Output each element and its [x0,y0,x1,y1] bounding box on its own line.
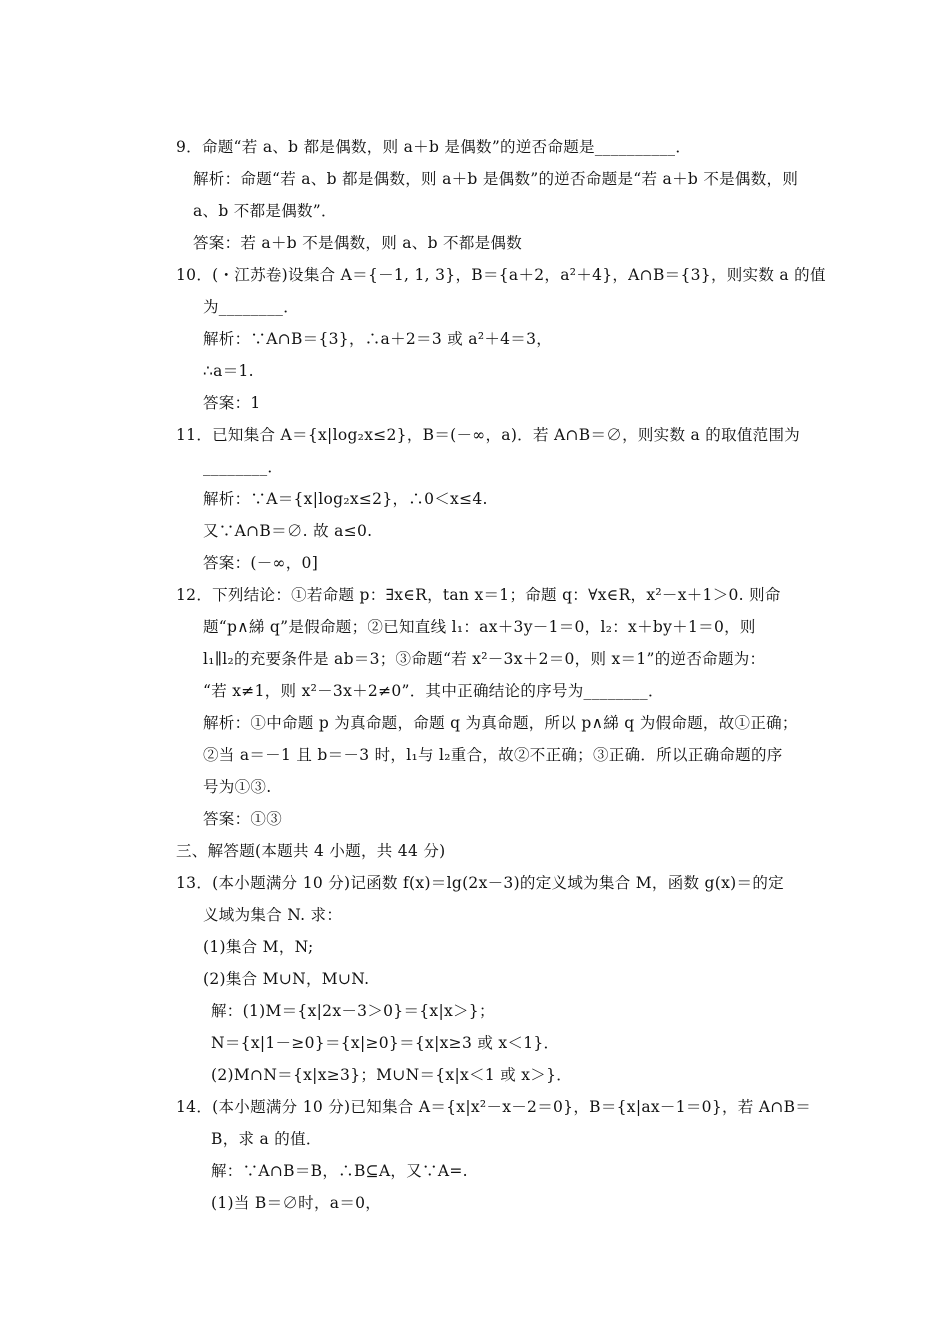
q10-analysis-line-2: ∴a＝1. [203,362,254,380]
q13-question-line-1: 13．(本小题满分 10 分)记函数 f(x)＝lg(2x－3)的定义域为集合 M，函数 g(x)＝的定 [176,874,784,892]
q10-answer: 答案：1 [203,394,261,412]
section-heading: 三、解答题(本题共 4 小题，共 44 分) [176,842,446,860]
q10-question-line-1: 10．(・江苏卷)设集合 A＝{－1, 1, 3}，B＝{a＋2，a²＋4}，A∩B＝{3}，则实数 a 的值 [176,266,826,284]
q10-question-line-2: 为________． [203,298,300,316]
q9-analysis-line-2: a、b 不都是偶数”． [193,202,337,220]
q13-solution-line-3: (2)M∩N＝{x|x≥3}；M∪N＝{x|x＜1 或 x＞}． [211,1066,573,1084]
q9-answer: 答案：若 a＋b 不是偶数，则 a、b 不都是偶数 [193,234,523,252]
q10-analysis-line-1: 解析：∵A∩B＝{3}，∴a＋2＝3 或 a²＋4＝3， [203,330,553,348]
q12-analysis-line-2: ②当 a＝－1 且 b＝－3 时，l₁与 l₂重合，故②不正确；③正确．所以正确命题的序 [203,746,783,764]
q12-question-line-3: l₁∥l₂的充要条件是 ab＝3；③命题“若 x²－3x＋2＝0，则 x＝1”的逆否命题为： [203,650,766,668]
q13-solution-line-1: 解：(1)M＝{x|2x－3＞0}＝{x|x＞}； [211,1002,495,1020]
q14-solution-line-1: 解：∵A∩B＝B，∴B⊆A，又∵A=. [211,1162,468,1180]
q14-question-line-1: 14．(本小题满分 10 分)已知集合 A＝{x|x²－x－2＝0}，B＝{x|ax－1＝0}，若 A∩B＝ [176,1098,812,1116]
q9-analysis-line-1: 解析：命题“若 a、b 都是偶数，则 a＋b 是偶数”的逆否命题是“若 a＋b 不是偶数，则 [193,170,799,188]
q14-question-line-2: B，求 a 的值． [211,1130,322,1148]
q12-analysis-line-3: 号为①③. [203,778,272,796]
q14-solution-line-2: (1)当 B＝∅时，a＝0， [211,1194,382,1212]
q12-answer: 答案：①③ [203,810,283,828]
q12-question-line-2: 题“p∧綈 q”是假命题；②已知直线 l₁：ax＋3y－1＝0，l₂：x＋by＋1＝0，则 [203,618,756,636]
q12-question-line-1: 12．下列结论：①若命题 p：∃x∈R，tan x＝1；命题 q：∀x∈R，x²－x＋1＞0. 则命 [176,586,781,604]
q13-solution-line-2: N＝{x|1－≥0}＝{x|≥0}＝{x|x≥3 或 x＜1}． [211,1034,560,1052]
q9-question: 9．命题“若 a、b 都是偶数，则 a＋b 是偶数”的逆否命题是__________． [176,138,692,156]
q11-analysis-line-2: 又∵A∩B＝∅. 故 a≤0. [203,522,373,540]
q12-analysis-line-1: 解析：①中命题 p 为真命题，命题 q 为真命题，所以 p∧綈 q 为假命题，故①正确； [203,714,798,732]
q13-part-2: (2)集合 M∪N，M∪N. [203,970,370,988]
q11-answer: 答案：(－∞，0] [203,554,319,572]
q13-part-1: (1)集合 M，N; [203,938,314,956]
q11-question-line-2: ________． [203,458,284,476]
q12-question-line-4: “若 x≠1，则 x²－3x＋2≠0”．其中正确结论的序号为________． [203,682,664,700]
q11-analysis-line-1: 解析：∵A＝{x|log₂x≤2}，∴0＜x≤4. [203,490,488,508]
q11-question-line-1: 11．已知集合 A＝{x|log₂x≤2}，B＝(－∞，a)．若 A∩B＝∅，则实数 a 的取值范围为 [176,426,801,444]
q13-question-line-2: 义域为集合 N. 求： [203,906,343,924]
